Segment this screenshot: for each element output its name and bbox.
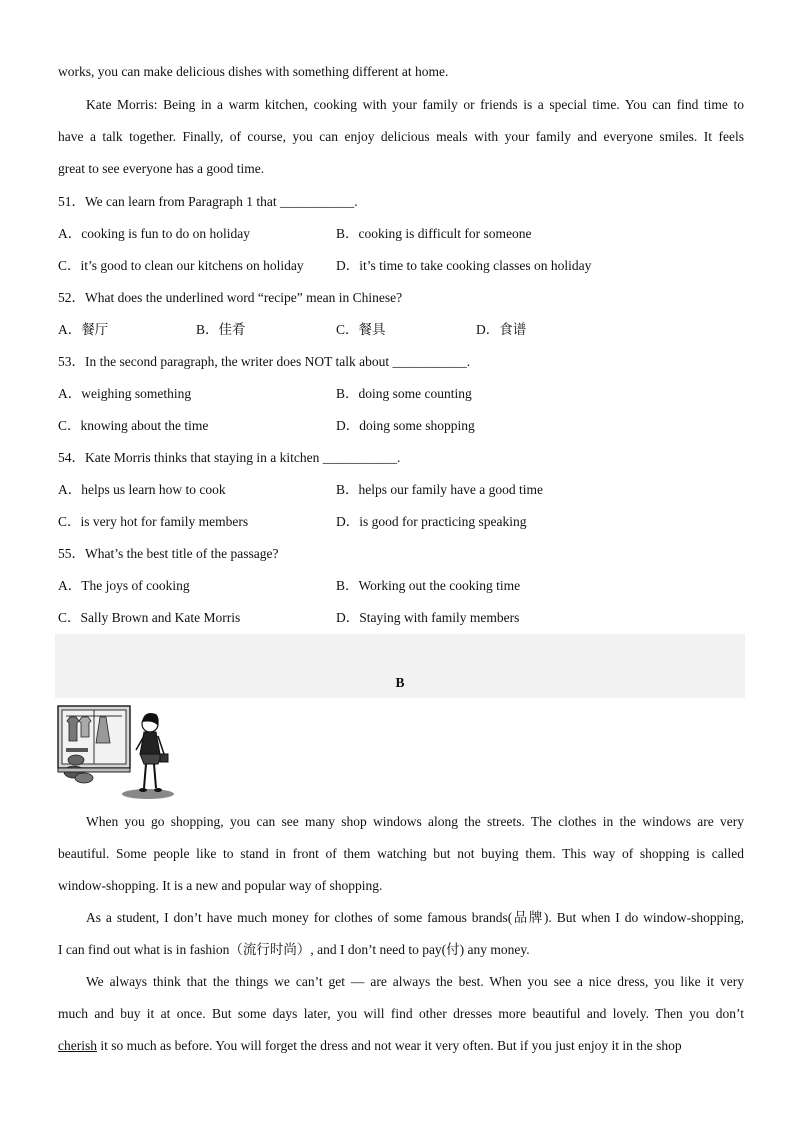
section-b-title: B: [395, 675, 405, 690]
question-53-option-d[interactable]: D．doing some shopping: [336, 418, 475, 433]
question-52-option-b[interactable]: B．佳肴: [196, 322, 246, 337]
question-53-option-b[interactable]: B．doing some counting: [336, 386, 472, 401]
passage-line: Kate Morris: Being in a warm kitchen, cooking with your family or friends is a special time. You can find time to: [86, 97, 744, 112]
passage-line: great to see everyone has a good time.: [58, 161, 265, 176]
passage-b-line: window-shopping. It is a new and popular way of shopping.: [58, 878, 383, 893]
question-55-option-c[interactable]: C．Sally Brown and Kate Morris: [58, 610, 241, 625]
window-shopping-illustration: [56, 704, 176, 800]
passage-line: works, you can make delicious dishes with something different at home.: [58, 64, 449, 79]
question-53-option-c[interactable]: C．knowing about the time: [58, 418, 209, 433]
passage-b-line: much and buy it at once. But some days later, you will find other dresses more beautiful and lovely. Then you don’t: [58, 1006, 744, 1021]
question-55-stem: 55．What’s the best title of the passage?: [58, 546, 279, 561]
question-51-option-b[interactable]: B．cooking is difficult for someone: [336, 226, 532, 241]
question-52-option-a[interactable]: A．餐厅: [58, 322, 109, 337]
question-54-stem: 54．Kate Morris thinks that staying in a kitchen ___________.: [58, 450, 401, 465]
question-55-option-b[interactable]: B．Working out the cooking time: [336, 578, 521, 593]
underlined-word-cherish: cherish: [58, 1038, 97, 1053]
passage-line: have a talk together. Finally, of course, you can enjoy delicious meals with your family and everyone smiles. It feels: [58, 129, 744, 144]
passage-b-line: [58, 1036, 744, 1056]
question-51-stem: 51．We can learn from Paragraph 1 that ___________.: [58, 194, 358, 209]
question-52-option-c[interactable]: C．餐具: [336, 322, 386, 337]
question-53-option-a[interactable]: A．weighing something: [58, 386, 192, 401]
question-54-option-d[interactable]: D．is good for practicing speaking: [336, 514, 527, 529]
question-52-option-d[interactable]: D．食谱: [476, 322, 527, 337]
question-55-option-a[interactable]: A．The joys of cooking: [58, 578, 190, 593]
question-52-stem: 52．What does the underlined word “recipe” mean in Chinese?: [58, 290, 403, 305]
passage-b-line: As a student, I don’t have much money for clothes of some famous brands(品牌). But when I do window-shopping,: [86, 910, 744, 925]
question-54-option-c[interactable]: C．is very hot for family members: [58, 514, 249, 529]
question-51-option-a[interactable]: A．cooking is fun to do on holiday: [58, 226, 250, 241]
passage-b-line: We always think that the things we can’t get — are always the best. When you see a nice dress, you like it very: [86, 974, 744, 989]
question-54-option-a[interactable]: A．helps us learn how to cook: [58, 482, 226, 497]
passage-b-line: beautiful. Some people like to stand in front of them watching but not buying them. This way of shopping is called: [58, 846, 744, 861]
question-51-option-c[interactable]: C．it’s good to clean our kitchens on holiday: [58, 258, 304, 273]
passage-b-line: When you go shopping, you can see many shop windows along the streets. The clothes in the windows are very: [86, 814, 744, 829]
passage-b-line: I can find out what is in fashion（流行时尚）, and I don’t need to pay(付) any money.: [58, 942, 530, 957]
question-51-option-d[interactable]: D．it’s time to take cooking classes on holiday: [336, 258, 592, 273]
question-54-option-b[interactable]: B．helps our family have a good time: [336, 482, 543, 497]
question-55-option-d[interactable]: D．Staying with family members: [336, 610, 520, 625]
passage-b-line-rest: it so much as before. You will forget the dress and not wear it very often. But if you just enjoy it in the shop: [96, 1038, 682, 1053]
question-53-stem: 53．In the second paragraph, the writer does NOT talk about ___________.: [58, 354, 471, 369]
